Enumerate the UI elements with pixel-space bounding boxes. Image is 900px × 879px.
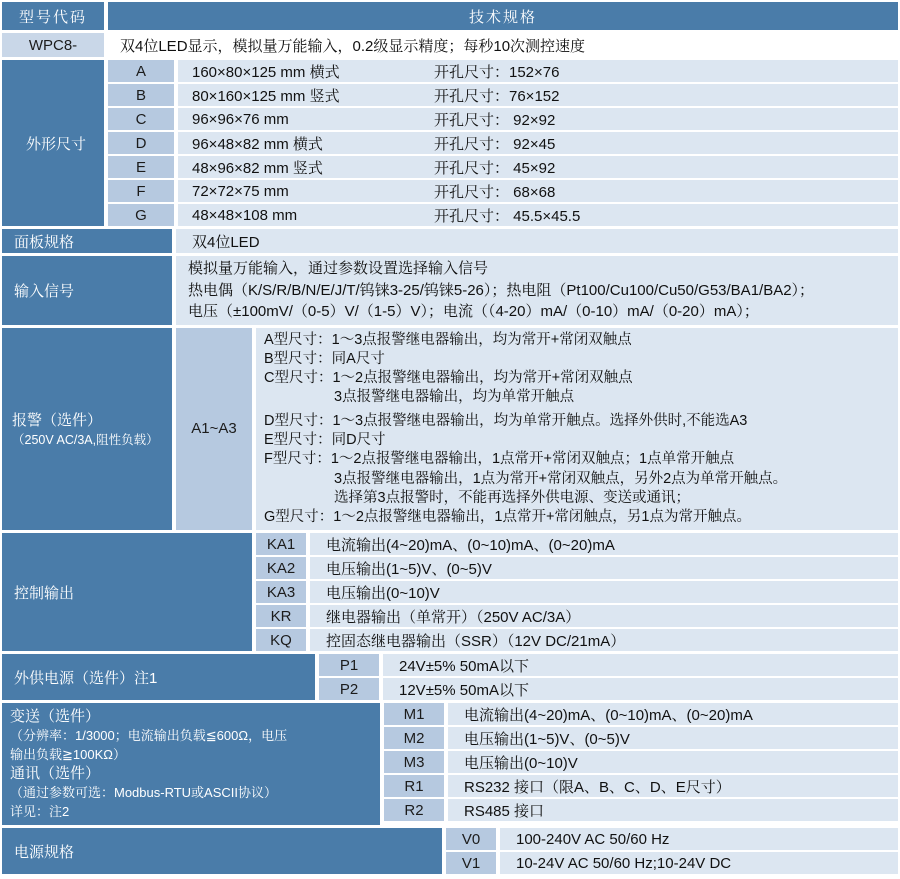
transmit-row <box>384 751 898 773</box>
input-signal-row <box>2 256 898 325</box>
dimension-size: 80×160×125 mm 竖式 <box>192 87 340 105</box>
dimension-row <box>108 84 898 106</box>
dimension-size: 48×48×108 mm <box>192 206 298 224</box>
control-row <box>256 605 898 627</box>
power-spec-rows <box>446 828 898 874</box>
dimension-code-G: G <box>108 204 174 226</box>
transmit-comm-label-cell <box>2 703 380 825</box>
dimension-cutout: 开孔尺寸： 68×68 <box>434 183 556 201</box>
dimension-code-A: A <box>108 60 174 82</box>
alarm-label-cell <box>2 328 172 531</box>
dimension-code-D: D <box>108 132 174 154</box>
external-power-rows <box>319 654 898 700</box>
control-row <box>256 557 898 579</box>
dimensions-section <box>2 60 898 226</box>
comm-value: RS485 接口 <box>448 799 898 821</box>
transmit-note-line1: （分辨率：1/3000；电流输出负载≦600Ω，电压 <box>10 728 288 744</box>
dimension-values <box>178 204 898 226</box>
comm-row <box>384 775 898 797</box>
panel-label: 面板规格 <box>2 229 172 253</box>
alarm-content <box>256 328 898 531</box>
dimension-code-C: C <box>108 108 174 130</box>
dimension-values <box>178 84 898 106</box>
external-power-row <box>319 654 898 676</box>
dimension-row <box>108 108 898 130</box>
model-description: 双4位LED显示，模拟量万能输入，0.2级显示精度；每秒10次测控速度 <box>108 33 898 57</box>
transmit-value: 电流输出(4~20)mA、(0~10)mA、(0~20)mA <box>448 703 898 725</box>
alarm-section <box>2 328 898 531</box>
dimension-size: 96×96×76 mm <box>192 110 289 128</box>
header-tech-spec: 技术规格 <box>108 2 898 30</box>
external-power-row <box>319 678 898 700</box>
control-code-KR: KR <box>256 605 306 627</box>
transmit-code-M2: M2 <box>384 727 444 749</box>
power-row <box>446 828 898 850</box>
input-line-3: 电压（±100mV/（0-5）V/（1-5）V）；电流（（4-20）mA/（0-10）mA/（0-20）mA）； <box>188 303 759 320</box>
spec-table <box>2 2 898 874</box>
header-row <box>2 2 898 30</box>
dimension-cutout: 开孔尺寸：152×76 <box>434 63 560 81</box>
alarm-line-f: F型尺寸：1～2点报警继电器输出，1点常开+常闭双触点；1点单常开触点 <box>264 451 735 468</box>
comm-note: （通过参数可选：Modbus-RTU或ASCII协议） <box>10 785 278 801</box>
control-code-KA3: KA3 <box>256 581 306 603</box>
control-output-section <box>2 533 898 651</box>
transmit-value: 电压输出(1~5)V、(0~5)V <box>448 727 898 749</box>
external-power-label: 外供电源（选件）注1 <box>2 654 315 700</box>
power-code-V1: V1 <box>446 852 496 874</box>
control-value: 继电器输出（单常开）（250V AC/3A） <box>310 605 898 627</box>
control-value: 控固态继电器输出（SSR）（12V DC/21mA） <box>310 629 898 651</box>
alarm-line-e: E型尺寸：同D尺寸 <box>264 431 386 448</box>
see-note: 详见：注2 <box>10 804 70 820</box>
transmit-note-line2: 输出负载≧100KΩ） <box>10 747 126 763</box>
transmit-code-M1: M1 <box>384 703 444 725</box>
control-output-rows <box>256 533 898 651</box>
ext-power-code-P2: P2 <box>319 678 379 700</box>
ext-power-value: 24V±5% 50mA以下 <box>383 654 898 676</box>
control-value: 电压输出(1~5)V、(0~5)V <box>310 557 898 579</box>
header-model-code: 型号代码 <box>2 2 104 30</box>
comm-code-R1: R1 <box>384 775 444 797</box>
transmit-row <box>384 703 898 725</box>
alarm-line-g: G型尺寸：1～2点报警继电器输出，1点常开+常闭触点，另1点为常开触点。 <box>264 509 752 526</box>
model-code-value: WPC8- <box>2 33 104 57</box>
alarm-line-f2: 3点报警继电器输出，1点为常开+常闭双触点，另外2点为单常开触点。 <box>334 470 788 487</box>
dimension-code-F: F <box>108 180 174 202</box>
dimension-values <box>178 180 898 202</box>
model-row <box>2 33 898 57</box>
transmit-comm-rows <box>384 703 898 825</box>
control-value: 电流输出(4~20)mA、(0~10)mA、(0~20)mA <box>310 533 898 555</box>
alarm-line-f3: 选择第3点报警时，不能再选择外供电源、变送或通讯； <box>334 489 691 506</box>
dimension-size: 72×72×75 mm <box>192 182 289 200</box>
power-row <box>446 852 898 874</box>
control-code-KQ: KQ <box>256 629 306 651</box>
panel-row <box>2 229 898 253</box>
control-row <box>256 533 898 555</box>
dimension-row <box>108 204 898 226</box>
dimension-row <box>108 180 898 202</box>
transmit-label: 变送（选件） <box>10 708 101 726</box>
transmit-value: 电压输出(0~10)V <box>448 751 898 773</box>
panel-value: 双4位LED <box>176 229 898 253</box>
power-value: 100-240V AC 50/60 Hz <box>500 828 898 850</box>
dimension-code-E: E <box>108 156 174 178</box>
dimension-row <box>108 60 898 82</box>
input-line-1: 模拟量万能输入，通过参数设置选择输入信号 <box>188 260 489 277</box>
power-spec-section <box>2 828 898 874</box>
dimension-cutout: 开孔尺寸： 92×45 <box>434 135 556 153</box>
external-power-section <box>2 654 898 700</box>
alarm-line-d: D型尺寸：1～3点报警继电器输出，均为单常开触点。选择外供时,不能选A3 <box>264 412 748 429</box>
control-code-KA2: KA2 <box>256 557 306 579</box>
input-line-2: 热电偶（K/S/R/B/N/E/J/T/钨铼3-25/钨铼5-26）；热电阻（Pt100/Cu100/Cu50/G53/BA1/BA2）； <box>188 281 815 299</box>
comm-value: RS232 接口（限A、B、C、D、E尺寸） <box>448 775 898 797</box>
alarm-line-a: A型尺寸：1～3点报警继电器输出，均为常开+常闭双触点 <box>264 331 632 348</box>
dimension-cutout: 开孔尺寸： 45×92 <box>434 159 556 177</box>
dimension-size: 48×96×82 mm 竖式 <box>192 159 323 177</box>
input-signal-content <box>176 256 898 325</box>
alarm-sublabel: （250V AC/3A,阻性负载） <box>12 433 159 448</box>
dimensions-rows <box>108 60 898 226</box>
dimensions-label: 外形尺寸 <box>2 60 104 226</box>
control-value: 电压输出(0~10)V <box>310 581 898 603</box>
ext-power-code-P1: P1 <box>319 654 379 676</box>
transmit-row <box>384 727 898 749</box>
power-value: 10-24V AC 50/60 Hz;10-24V DC <box>500 852 898 874</box>
dimension-values <box>178 132 898 154</box>
control-code-KA1: KA1 <box>256 533 306 555</box>
alarm-line-b: B型尺寸：同A尺寸 <box>264 350 385 367</box>
input-signal-label: 输入信号 <box>2 256 172 325</box>
dimension-row <box>108 132 898 154</box>
dimension-cutout: 开孔尺寸： 92×92 <box>434 111 556 129</box>
alarm-label: 报警（选件） <box>12 412 103 430</box>
dimension-size: 96×48×82 mm 横式 <box>192 135 323 153</box>
dimension-code-B: B <box>108 84 174 106</box>
ext-power-value: 12V±5% 50mA以下 <box>383 678 898 700</box>
dimension-values <box>178 156 898 178</box>
alarm-code: A1~A3 <box>176 328 252 531</box>
power-spec-label: 电源规格 <box>2 828 442 874</box>
comm-code-R2: R2 <box>384 799 444 821</box>
dimension-values <box>178 108 898 130</box>
control-output-label: 控制输出 <box>2 533 252 651</box>
dimension-cutout: 开孔尺寸：76×152 <box>434 87 560 105</box>
dimension-values <box>178 60 898 82</box>
comm-label: 通讯（选件） <box>10 765 101 783</box>
dimension-size: 160×80×125 mm 横式 <box>192 63 340 81</box>
transmit-comm-section <box>2 703 898 825</box>
control-row <box>256 581 898 603</box>
power-code-V0: V0 <box>446 828 496 850</box>
transmit-code-M3: M3 <box>384 751 444 773</box>
dimension-row <box>108 156 898 178</box>
alarm-line-c: C型尺寸：1～2点报警继电器输出，均为常开+常闭双触点 <box>264 370 633 387</box>
comm-row <box>384 799 898 821</box>
control-row <box>256 629 898 651</box>
alarm-line-c2: 3点报警继电器输出，均为单常开触点 <box>334 389 575 406</box>
dimension-cutout: 开孔尺寸： 45.5×45.5 <box>434 207 581 225</box>
